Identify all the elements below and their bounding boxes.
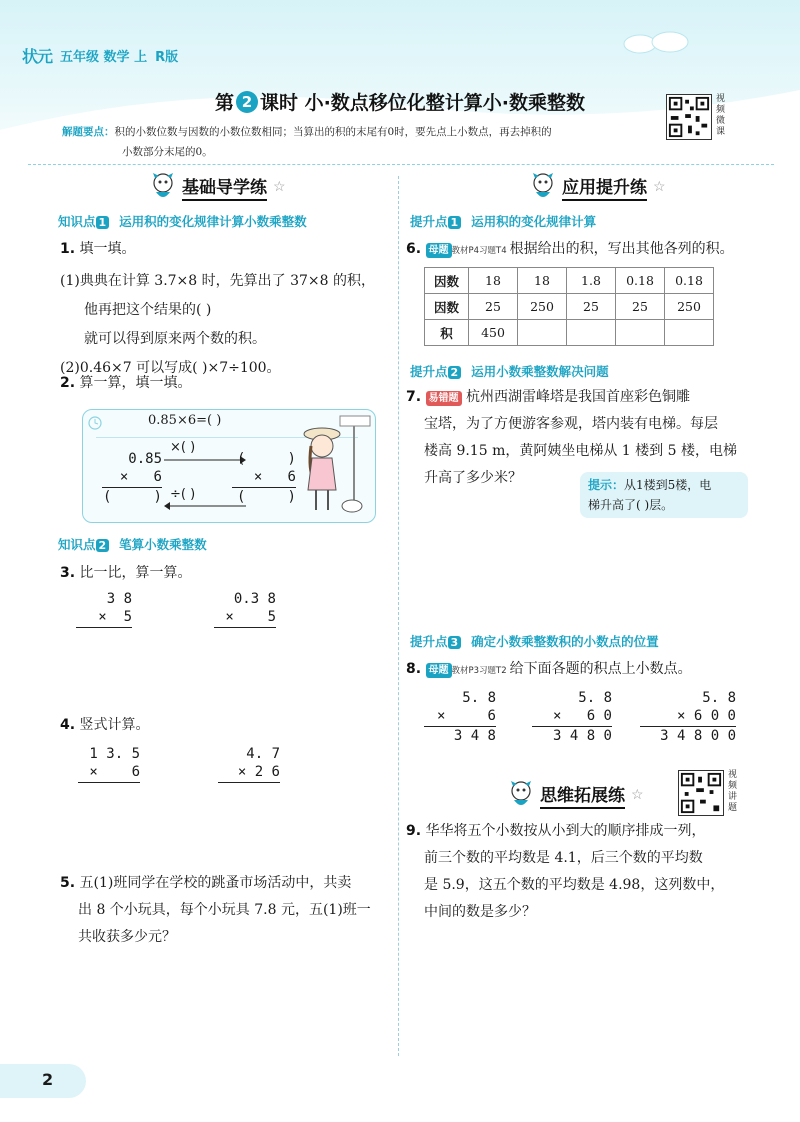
q5-line-1: 五(1)班同学在学校的跳蚤市场活动中，共卖	[79, 875, 352, 891]
table-cell: 25	[469, 294, 518, 320]
calc-top: 0.85	[128, 451, 162, 467]
answer-cell[interactable]	[616, 320, 665, 346]
q2-calc-b	[232, 450, 296, 506]
q7-line-1: 杭州西湖雷峰塔是我国首座彩色铜雕	[465, 389, 690, 405]
row-header: 因数	[425, 294, 469, 320]
improve-point-2	[410, 362, 609, 380]
row-header: 因数	[425, 268, 469, 294]
calc-rule[interactable]	[214, 627, 276, 628]
calc-result[interactable]: 3 4 8 0	[552, 728, 612, 744]
question-number: 3.	[60, 565, 76, 581]
kp-number: 1	[448, 216, 462, 229]
question-number: 1.	[60, 241, 76, 257]
kp-number: 1	[96, 216, 110, 229]
question-title: 填一填。	[79, 241, 136, 257]
table-cell: 18	[469, 268, 518, 294]
calc-mul: × 6	[119, 469, 162, 485]
q4-calc-1	[78, 745, 140, 783]
calc-top: 5. 8	[462, 690, 496, 706]
kp-text: 运用积的变化规律计算小数乘整数	[119, 214, 307, 229]
calc-top: 4. 7	[246, 746, 280, 762]
kp-label: 提升点	[410, 214, 448, 229]
q7-line-2: 宝塔，为了方便游客参观，塔内装有电梯。每层	[424, 416, 718, 432]
question-number: 5.	[60, 875, 76, 891]
lesson-title-text: 课时 小·数点移位化整计算小·数乘整数	[259, 92, 586, 114]
question-number: 4.	[60, 717, 76, 733]
calc-mul: × 6	[89, 764, 140, 780]
question-number: 9.	[406, 823, 422, 839]
section-basic	[150, 172, 286, 202]
series-tag	[22, 44, 178, 67]
q8-calc-2	[532, 689, 612, 745]
calc-rule[interactable]	[78, 782, 140, 783]
kp-text: 运用积的变化规律计算	[471, 214, 597, 229]
kp-label: 知识点	[58, 214, 96, 229]
q8-calc-1	[424, 689, 496, 745]
table-cell: 450	[469, 320, 518, 346]
knowledge-point-1	[58, 212, 307, 230]
source-label: 教材P4习题T4	[451, 246, 507, 256]
hint-line-1: 从1楼到5楼，电	[624, 478, 712, 492]
tips-line-2: 小数部分末尾的0。	[122, 146, 213, 158]
calc-top: 1 3. 5	[89, 746, 140, 762]
calc-mul: × 5	[225, 609, 276, 625]
question-title: 算一算，填一填。	[79, 375, 192, 391]
calc-mul: × 5	[98, 609, 132, 625]
table-cell: 18	[518, 268, 567, 294]
page-number-tab	[0, 1064, 86, 1098]
question-text: 根据给出的积，写出其他各列的积。	[509, 241, 734, 257]
calc-result[interactable]: ( )	[236, 489, 296, 505]
mascot-icon	[508, 780, 534, 810]
cloud-icon	[610, 26, 700, 56]
hint-line-2[interactable]: 梯升高了( )层。	[588, 498, 674, 512]
mother-question-badge: 母题	[426, 663, 452, 678]
question-number: 8.	[406, 661, 422, 677]
question-5	[60, 870, 371, 951]
qr-label-top: 视频微课	[716, 94, 726, 137]
qr-code-icon[interactable]	[666, 94, 712, 140]
mother-question-badge: 母题	[426, 243, 452, 258]
calc-mul: × 2 6	[237, 764, 280, 780]
section-extension	[508, 780, 644, 810]
q8-calc-3	[640, 689, 736, 745]
kp-text: 笔算小数乘整数	[119, 537, 207, 552]
knowledge-point-2	[58, 535, 207, 553]
hint-box	[580, 472, 748, 518]
qr-label-bottom: 视频讲题	[728, 770, 738, 813]
q1-line-3: 就可以得到原来两个数的积。	[84, 331, 266, 347]
improve-point-1	[410, 212, 596, 230]
question-title: 竖式计算。	[79, 717, 150, 733]
clock-icon	[88, 416, 102, 430]
qr-code-icon[interactable]	[678, 770, 724, 816]
star-icon: ☆	[631, 787, 644, 803]
table-cell: 0.18	[665, 268, 714, 294]
arrow-top-label[interactable]: ×( )	[170, 440, 196, 455]
kp-label: 提升点	[410, 364, 448, 379]
calc-rule[interactable]	[76, 627, 132, 628]
product-table	[424, 267, 714, 346]
question-4	[60, 712, 150, 739]
calc-top: 5. 8	[578, 690, 612, 706]
lesson-prefix: 第	[214, 92, 234, 114]
q5-line-3: 共收获多少元？	[78, 929, 176, 945]
mascot-icon	[150, 172, 176, 202]
calc-top: 5. 8	[702, 690, 736, 706]
grade-label: 五年级 数学 上	[60, 50, 148, 65]
table-cell: 25	[567, 294, 616, 320]
table-row	[425, 294, 714, 320]
kp-label: 提升点	[410, 634, 448, 649]
answer-cell[interactable]	[518, 320, 567, 346]
q1-line-1: (1)典典在计算 3.7×8 时，先算出了 37×8 的积，	[60, 273, 375, 289]
q7-line-3: 楼高 9.15 m，黄阿姨坐电梯从 1 楼到 5 楼，电梯	[424, 443, 737, 459]
kp-text: 运用小数乘整数解决问题	[471, 364, 609, 379]
q1-line-2[interactable]: 他再把这个结果的( )	[84, 302, 212, 318]
question-3	[60, 560, 192, 587]
answer-cell[interactable]	[567, 320, 616, 346]
table-row	[425, 268, 714, 294]
question-number: 2.	[60, 375, 76, 391]
kp-number: 2	[448, 366, 462, 379]
question-number: 7.	[406, 389, 422, 405]
question-text: 给下面各题的积点上小数点。	[509, 661, 692, 677]
table-cell: 250	[518, 294, 567, 320]
q3-calc-2	[214, 590, 276, 628]
q9-line-4: 中间的数是多少？	[424, 904, 536, 920]
table-cell: 0.18	[616, 268, 665, 294]
question-8	[406, 656, 692, 685]
page-number: 2	[42, 1070, 54, 1089]
section-title-application: 应用提升练	[562, 173, 647, 201]
calc-mul: × 6	[436, 708, 496, 724]
q9-line-3: 是 5.9，这五个数的平均数是 4.98，这列数中，	[424, 877, 725, 893]
table-cell: 1.8	[567, 268, 616, 294]
star-icon: ☆	[653, 179, 666, 195]
kp-label: 知识点	[58, 537, 96, 552]
q7-line-4: 升高了多少米？	[424, 470, 522, 486]
question-2	[60, 370, 192, 397]
calc-result[interactable]: ( )	[102, 489, 162, 505]
q2-calc-a	[102, 450, 162, 506]
q3-calc-1	[76, 590, 132, 628]
tips-divider	[28, 164, 774, 165]
tips-box	[62, 122, 664, 162]
version-label: R版	[155, 50, 179, 65]
calc-rule[interactable]	[218, 782, 280, 783]
arrow-bottom-label[interactable]: ÷( )	[170, 487, 196, 502]
section-title-extension: 思维拓展练	[540, 781, 625, 809]
q2-head[interactable]: 0.85×6=( )	[148, 413, 222, 428]
mascot-icon	[530, 172, 556, 202]
calc-mul: × 6 0	[552, 708, 612, 724]
calc-top: 3 8	[98, 591, 132, 607]
star-icon: ☆	[273, 179, 286, 195]
q1-line-4[interactable]: (2)0.46×7 可以写成( )×7÷100。	[60, 360, 281, 376]
girl-illustration	[300, 410, 374, 520]
q4-calc-2	[218, 745, 280, 783]
calc-top[interactable]: ( )	[236, 451, 296, 467]
tips-line-1: 积的小数位数与因数的小数位数相同；当算出的积的末尾有0时，要先点上小数点，再去掉积的	[114, 126, 552, 138]
row-header: 积	[425, 320, 469, 346]
page-title	[160, 88, 640, 115]
q5-line-2: 出 8 个小玩具，每个小玩具 7.8 元，五(1)班一	[78, 902, 371, 918]
question-number: 6.	[406, 241, 422, 257]
calc-result[interactable]: 3 4 8 0 0	[660, 728, 736, 744]
table-cell: 250	[665, 294, 714, 320]
question-1	[60, 236, 375, 382]
section-title-basic: 基础导学练	[182, 173, 267, 201]
kp-number: 2	[96, 539, 110, 552]
tips-label: 解题要点：	[62, 126, 115, 138]
calc-result[interactable]: 3 4 8	[453, 728, 496, 744]
hint-label: 提示：	[588, 478, 625, 492]
section-application	[530, 172, 666, 202]
improve-point-3	[410, 632, 659, 650]
table-cell: 25	[616, 294, 665, 320]
question-6	[406, 236, 734, 265]
calc-top: 0.3 8	[233, 591, 276, 607]
answer-cell[interactable]	[665, 320, 714, 346]
q9-line-1: 华华将五个小数按从小到大的顺序排成一列，	[425, 823, 706, 839]
question-9	[406, 818, 724, 926]
source-label: 教材P3习题T2	[451, 666, 507, 676]
kp-text: 确定小数乘整数积的小数点的位置	[471, 634, 659, 649]
lesson-number-badge: 2	[236, 91, 258, 113]
column-divider	[398, 176, 399, 1056]
table-row	[425, 320, 714, 346]
kp-number: 3	[448, 636, 462, 649]
series-logo: 状元	[22, 47, 53, 66]
error-prone-badge: 易错题	[426, 391, 462, 406]
q9-line-2: 前三个数的平均数是 4.1，后三个数的平均数	[424, 850, 703, 866]
question-title: 比一比，算一算。	[79, 565, 192, 581]
calc-mul: × 6 0 0	[676, 708, 736, 724]
calc-mul: × 6	[253, 469, 296, 485]
